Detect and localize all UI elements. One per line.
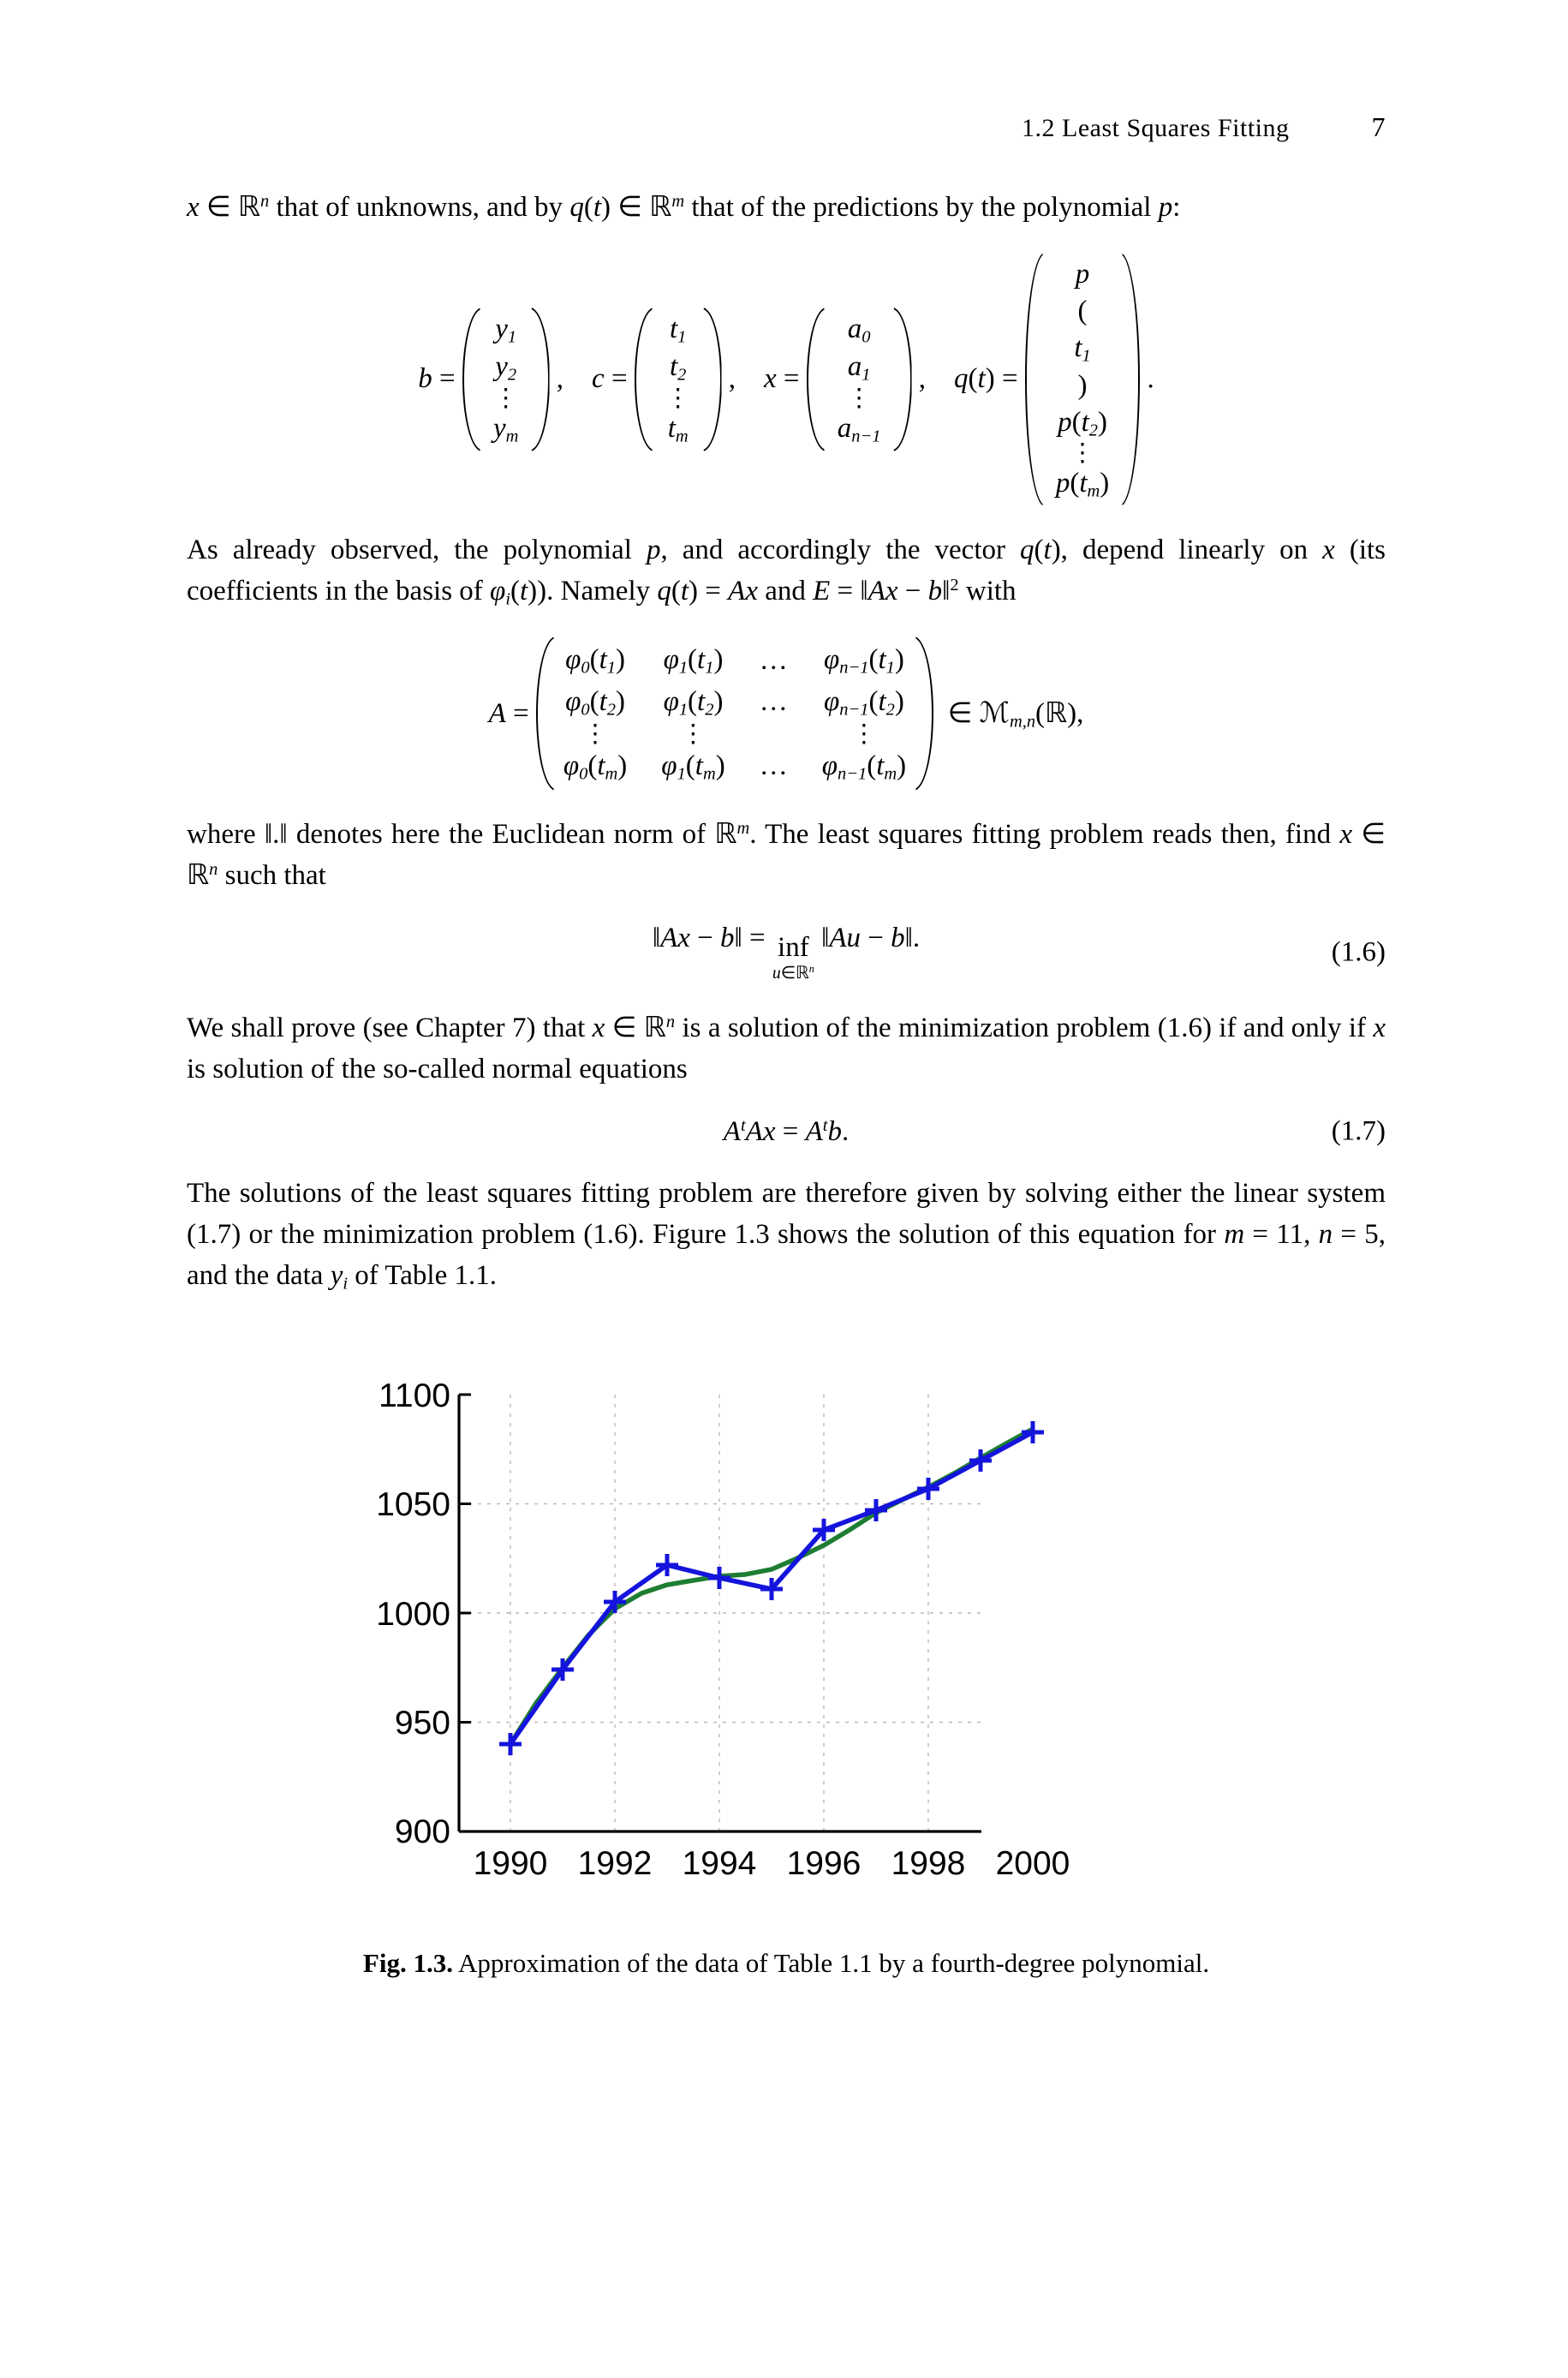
page-content xyxy=(187,111,1386,1979)
paragraph-intro: x ∈ ℝ$^n$ that of unknowns, and by q(t) ∈ ℝ$^m$ that of the predictions by the polynomial p: xyxy=(187,191,1181,223)
paren-right xyxy=(893,306,912,453)
inf-operator: inf u∈ℝ$^n$ xyxy=(772,932,814,983)
svg-text:1050: 1050 xyxy=(376,1485,450,1523)
svg-text:1992: 1992 xyxy=(577,1844,653,1882)
equation-1-6-body: ‖Ax − b‖ = inf u∈ℝ$^n$ ‖Au − b‖. xyxy=(652,922,921,983)
page-number: 7 xyxy=(1371,111,1386,142)
vector-x: x = $a_0$ $a_1$ ⋮ $a_{n-1}$ xyxy=(764,306,912,453)
figure-caption-text: Approximation of the data of Table 1.1 by a fourth-degree polynomial. xyxy=(458,1947,1210,1978)
svg-text:1998: 1998 xyxy=(891,1844,966,1882)
paren-right xyxy=(703,306,722,453)
vector-b: b = $y_1$ $y_2$ ⋮ $y_m$ xyxy=(418,306,549,453)
equation-1-7-number: (1.7) xyxy=(1331,1115,1386,1147)
plot-area xyxy=(187,1343,1386,1909)
svg-text:1990: 1990 xyxy=(473,1844,548,1882)
running-head: 1.2 Least Squares Fitting xyxy=(1022,114,1290,142)
matrix-A-display xyxy=(187,635,1386,792)
svg-text:1000: 1000 xyxy=(376,1595,450,1633)
matrix-A: A = $\varphi_0(t_1)$ $\varphi_1(t_1)$ … $\varphi_{n-1}(t_1)$ $\varphi_0(t_2)$ $\varphi_1(t_2)$ … $\varphi_{n-1}(t_2)$ ⋮ ⋮ ⋮ $\varphi_0(t_m)$ $\varphi_1(t_m)$ … $\varphi_{n-1}(t_m)$ ∈ ℳ$_{m,n}$(ℝ), xyxy=(489,635,1084,792)
paragraph-normal-equations: We shall prove (see Chapter 7) that x ∈ ℝ$^n$ is a solution of the minimization problem (1.6) if and only if x is solution of the so-called normal equations xyxy=(187,1012,1386,1084)
paren-left xyxy=(1025,251,1044,508)
paragraph-norm: where ‖.‖ denotes here the Euclidean norm of ℝ$^m$. The least squares fitting problem reads then, find x ∈ ℝ$^n$ such that xyxy=(187,818,1386,892)
equation-1-6-number: (1.6) xyxy=(1331,936,1386,968)
figure-caption xyxy=(187,1948,1386,1979)
least-squares-plot xyxy=(187,1343,1386,1909)
svg-text:2000: 2000 xyxy=(995,1844,1070,1882)
page-header xyxy=(187,111,1386,143)
paren-right xyxy=(915,635,933,792)
paren-left xyxy=(807,306,826,453)
figure-caption-label: Fig. 1.3. xyxy=(362,1947,453,1978)
paren-left xyxy=(536,635,555,792)
y-tick-labels xyxy=(376,1377,450,1850)
svg-text:900: 900 xyxy=(394,1813,450,1850)
paragraph-observation: As already observed, the polynomial p, and accordingly the vector q(t), depend linearly on x (its coefficients in the basis of $\varphi_i(t)$). Namely q(t) = Ax and E = ‖Ax − b‖$^2$ with xyxy=(187,535,1386,609)
equation-1-7-body: $A^tAx = A^tb$. xyxy=(723,1115,850,1147)
paren-right xyxy=(531,306,550,453)
x-tick-labels xyxy=(474,1845,1070,1882)
paren-left xyxy=(635,306,653,453)
paren-left xyxy=(462,306,481,453)
svg-text:1996: 1996 xyxy=(786,1844,862,1882)
equation-1-7 xyxy=(187,1116,1386,1148)
svg-text:1100: 1100 xyxy=(379,1377,450,1414)
figure-1-3 xyxy=(187,1343,1386,1979)
grid-lines xyxy=(459,1395,981,1831)
equation-1-6 xyxy=(187,923,1386,983)
vector-c: c = $t_1$ $t_2$ ⋮ $t_m$ xyxy=(592,306,721,453)
svg-text:950: 950 xyxy=(394,1704,450,1742)
paragraph-solutions: The solutions of the least squares fitting problem are therefore given by solving either the linear system (1.7) or the minimization problem (1.6). Figure 1.3 shows the solution of this equation for m = 11, n = 5, and the data $y_i$ of Table 1.1. xyxy=(187,1177,1386,1294)
vector-definitions-display: b = $y_1$ $y_2$ ⋮ $y_m$ , c = $t_1$ $t_2$ ⋮ $t_m$ , x = $a_0$ $a_1$ ⋮ $a_{n-1}$ , q ( t ) = p ( $t_1$ ) $p(t_2)$ ⋮ $p(t_m)$ . xyxy=(187,251,1386,508)
vector-q: q ( t ) = p ( $t_1$ ) $p(t_2)$ ⋮ $p(t_m)$ xyxy=(954,251,1140,508)
y-tick-marks xyxy=(459,1395,471,1831)
svg-text:1994: 1994 xyxy=(682,1844,757,1882)
paren-right xyxy=(1121,251,1140,508)
